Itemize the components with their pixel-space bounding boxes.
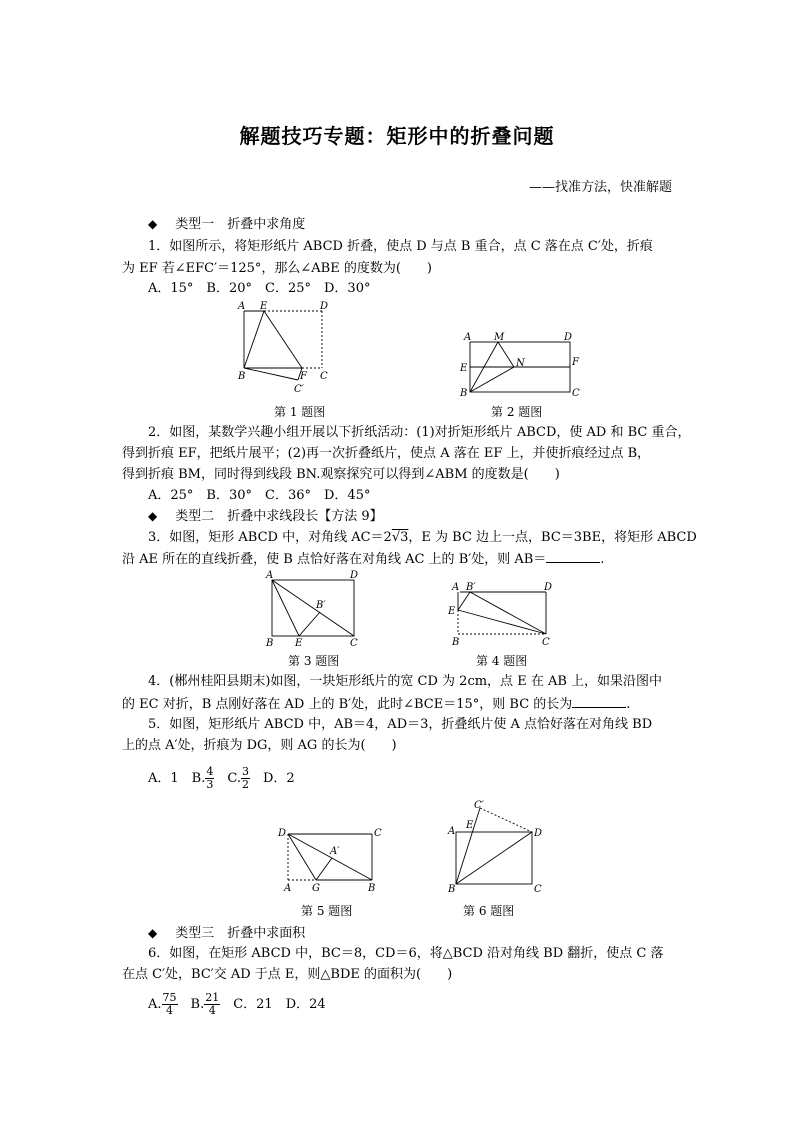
fig1-label-d: D: [320, 301, 329, 312]
q2-line3: 得到折痕 BM，同时得到线段 BN.观察探究可以得到∠ABM 的度数是( ): [122, 467, 560, 482]
q6-opt-a: A.: [148, 997, 162, 1012]
fig1-line-bc2: [244, 368, 298, 380]
fig6-label-e: E: [466, 820, 474, 831]
q6-frac-b-den: 4: [208, 1004, 216, 1017]
q5-frac-b-num: 4: [206, 765, 214, 778]
q4-line1: 4．(郴州桂阳县期末)如图，一块矩形纸片的宽 CD 为 2cm，点 E 在 AB 上，如果沿图中: [148, 674, 663, 689]
fig1-label-a: A: [238, 301, 246, 312]
q6-line1: 6．如图，在矩形 ABCD 中，BC＝8，CD＝6，将△BCD 沿对角线 BD 翻折，使点 C 落: [148, 946, 664, 961]
fig6-label-b: B: [448, 884, 456, 895]
q4-answer-blank[interactable]: [572, 696, 626, 708]
fig6-label-d: D: [534, 828, 543, 839]
q3-answer-blank[interactable]: [546, 551, 600, 563]
fig6-label-c-prime: C′: [474, 800, 484, 811]
figure-3: [262, 566, 366, 648]
fig2-caption: 第 2 题图: [491, 405, 543, 419]
q6-frac-b: [204, 992, 220, 1017]
fig2-label-f: F: [572, 357, 579, 368]
q5-frac-c: [241, 766, 250, 791]
q1-line1: 1．如图所示，将矩形纸片 ABCD 折叠，使点 D 与点 B 重合，点 C 落在点 C′处，折痕: [148, 239, 653, 254]
fig5-label-a-prime: A′: [330, 846, 340, 857]
q1-options: A．15° B．20° C．25° D．30°: [148, 281, 371, 296]
fig4-label-d: D: [544, 582, 553, 593]
q2-options: A．25° B．30° C．36° D．45°: [148, 488, 371, 503]
fig2-line-mn: [498, 342, 514, 367]
diamond-icon: ◆: [148, 217, 158, 231]
q3-line1-end: ，E 为 BC 边上一点，BC＝3BE，将矩形 ABCD: [408, 530, 697, 545]
fig2-label-a: A: [464, 332, 472, 343]
fig3-caption: 第 3 题图: [288, 654, 340, 668]
motto: ——找准方法，快准解题: [528, 180, 672, 195]
fig3-label-c: C: [350, 638, 358, 649]
fig6-label-a: A: [448, 826, 456, 837]
fig1-label-c: C: [320, 371, 328, 382]
fig3-label-b: B: [266, 638, 274, 649]
fig6-caption: 第 6 题图: [463, 904, 515, 918]
q6-frac-a-num: 75: [162, 991, 177, 1004]
q2-line2: 得到折痕 EF，把纸片展平；(2)再一次折叠纸片，使点 A 落在 EF 上，并使折痕经过点 B，: [122, 446, 651, 461]
diamond-icon: ◆: [148, 509, 158, 523]
figure-2: [456, 328, 586, 400]
fig3-label-e: E: [295, 638, 303, 649]
q4-line2: [122, 696, 630, 713]
q4-line2-period: .: [626, 697, 631, 712]
fig1-caption: 第 1 题图: [274, 405, 326, 419]
fig3-label-a: A: [266, 570, 274, 581]
q6-line2: 在点 C′处，BC′交 AD 于点 E，则△BDE 的面积为( ): [122, 967, 453, 982]
q5-opt-d: D．2: [249, 771, 295, 786]
figure-4: [446, 578, 558, 650]
q5-frac-c-den: 2: [241, 778, 249, 791]
q5-line1: 5．如图，矩形纸片 ABCD 中，AB＝4，AD＝3，折叠纸片使 A 点恰好落在对角线 BD: [148, 717, 653, 732]
q6-opt-b: B.: [177, 997, 205, 1012]
fig6-label-c: C: [534, 884, 542, 895]
figure-1: [236, 300, 346, 400]
q2-line1: 2．如图，某数学兴趣小组开展以下折纸活动：(1)对折矩形纸片 ABCD，使 AD 和 BC 重合，: [148, 425, 691, 440]
fig4-line-b2c: [470, 592, 546, 634]
page-title: 解题技巧专题：矩形中的折叠问题: [239, 124, 555, 148]
fig3-label-d: D: [350, 570, 359, 581]
fig3-diagonal-ac: [272, 580, 354, 636]
fig3-crease-ae: [272, 580, 299, 636]
q5-opt-c: C.: [214, 771, 241, 786]
fig4-caption: 第 4 题图: [476, 654, 528, 668]
fig3-label-b-prime: B′: [316, 600, 326, 611]
section-1-label: 类型一 折叠中求角度: [175, 217, 306, 232]
fig5-label-b: B: [368, 883, 376, 894]
q6-frac-b-num: 21: [205, 991, 220, 1004]
fig5-diagonal-db: [288, 834, 372, 880]
fig4-label-b: B: [452, 637, 460, 648]
q3-sqrt: √3: [391, 530, 409, 545]
fig4-label-a: A: [452, 582, 460, 593]
q4-line2-text: 的 EC 对折，B 点刚好落在 AD 上的 B′处，此时∠BCE＝15°，则 BC 的长为: [122, 697, 573, 712]
q1-line2: 为 EF 若∠EFC′＝125°，那么∠ABE 的度数为( ): [122, 261, 432, 276]
q3-line1-start: 3．如图，矩形 ABCD 中，对角线 AC＝2: [148, 530, 392, 545]
q5-line2: 上的点 A′处，折痕为 DG，则 AG 的长为( ): [122, 738, 397, 753]
section-2-label: 类型二 折叠中求线段长【方法 9】: [175, 509, 383, 524]
fig6-diagonal-bd: [456, 832, 532, 884]
fig5-crease-dg: [288, 834, 316, 880]
fig4-crease-ec: [458, 610, 546, 634]
fig4-label-b-prime: B′: [466, 582, 476, 593]
fig2-label-m: M: [494, 332, 505, 343]
fig1-label-b: B: [238, 371, 246, 382]
diamond-icon: ◆: [148, 926, 158, 940]
fig4-label-e: E: [448, 606, 456, 617]
fig5-caption: 第 5 题图: [301, 904, 353, 918]
section-3-label: 类型三 折叠中求面积: [175, 926, 306, 941]
fig6-line-c2d: [480, 808, 532, 832]
section-3-heading: [148, 925, 305, 942]
q5-frac-c-num: 3: [241, 765, 249, 778]
fig5-label-c: C: [374, 828, 382, 839]
section-2-heading: [148, 508, 383, 525]
q5-frac-b: [205, 766, 214, 791]
fig5-label-g: G: [312, 883, 320, 894]
figure-5: [276, 820, 386, 900]
section-1-heading: [148, 216, 305, 233]
q6-options: [148, 992, 326, 1018]
q3-line1: [148, 530, 697, 546]
q6-opt-cd: C．21 D．24: [220, 997, 326, 1012]
fig1-label-c-prime: C′: [294, 384, 304, 395]
fig5-label-a: A: [284, 883, 292, 894]
q3-line2-text: 沿 AE 所在的直线折叠，使 B 点恰好落在对角线 AC 上的 B′处，则 AB＝: [122, 552, 547, 567]
q5-opt-a: A．1 B.: [148, 771, 206, 786]
fig2-label-c: C: [572, 388, 580, 399]
fig4-line-eb2: [458, 592, 470, 610]
fig5-label-d: D: [278, 828, 287, 839]
fig2-label-d: D: [564, 332, 573, 343]
fig5-line-ga2: [316, 858, 332, 880]
q3-line2-period: .: [600, 552, 605, 567]
fig1-crease-ef: [264, 311, 302, 368]
q6-frac-a: [162, 992, 178, 1017]
q5-frac-b-den: 3: [206, 778, 214, 791]
fig1-label-e: E: [260, 301, 268, 312]
fig1-label-f: F: [300, 371, 307, 382]
fig2-label-n: N: [516, 358, 525, 369]
fig1-line-eb: [244, 311, 264, 368]
fig2-label-b: B: [460, 388, 468, 399]
fig2-label-e: E: [460, 363, 468, 374]
figure-6: [446, 800, 556, 900]
q6-frac-a-den: 4: [166, 1004, 174, 1017]
fig4-label-c: C: [542, 637, 550, 648]
q5-options: [148, 766, 295, 792]
fig3-line-eb2: [299, 612, 320, 636]
